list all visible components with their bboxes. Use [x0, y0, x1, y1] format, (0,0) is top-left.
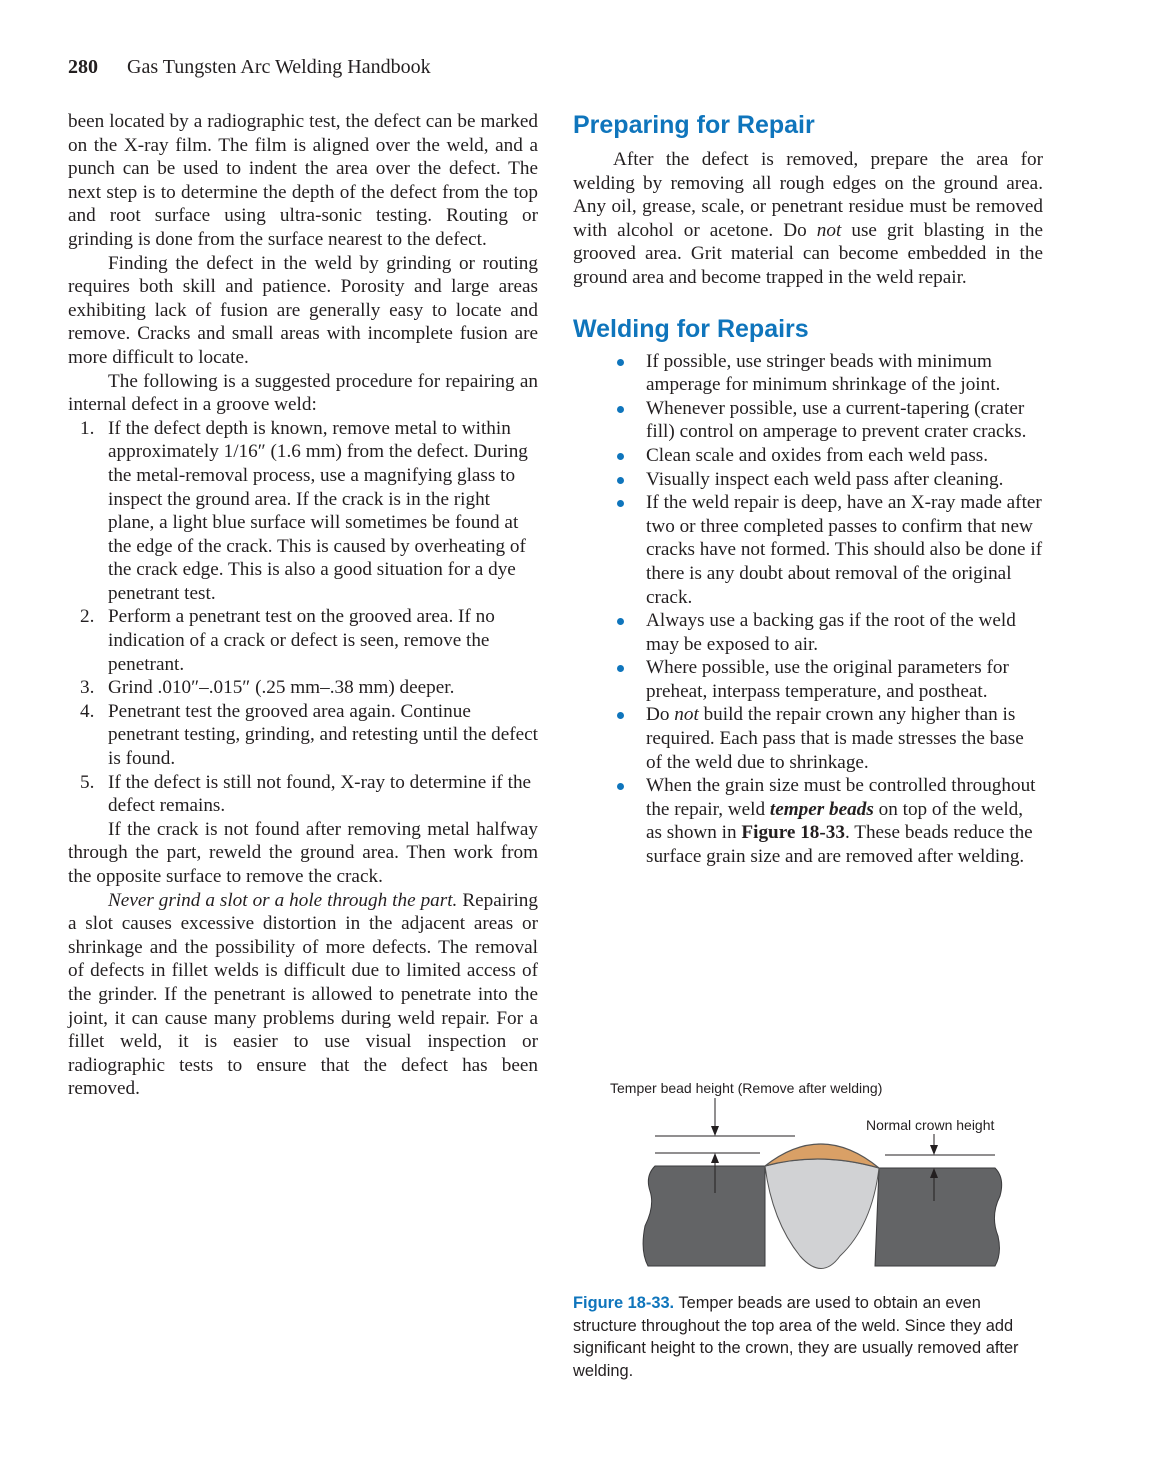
bullet-item	[646, 444, 1043, 468]
paragraph-never-grind	[68, 889, 538, 1101]
bullet-text: Where possible, use the original parameters for preheat, interpass temperature, and postheat.	[646, 657, 1009, 702]
bullet-icon	[617, 406, 624, 413]
bullet-text: Visually inspect each weld pass after cleaning.	[646, 468, 1004, 490]
bullet-icon	[617, 665, 624, 672]
bullet-item	[646, 656, 1043, 703]
procedure-step	[80, 676, 538, 700]
key-term: temper beads	[769, 798, 874, 820]
caption-text: Temper beads are used to obtain an even structure throughout the top area of the weld. Since they add significant height to the crown, they are usually removed after welding.	[573, 1294, 1019, 1380]
step-text: Perform a penetrant test on the grooved area. If no indication of a crack or defect is seen, remove the penetrant.	[108, 606, 495, 675]
bullet-item	[646, 468, 1043, 492]
weld-metal	[765, 1159, 879, 1269]
bullet-item	[646, 350, 1043, 397]
bullet-icon	[617, 618, 624, 625]
book-title: Gas Tungsten Arc Welding Handbook	[127, 56, 431, 78]
page-header	[68, 56, 431, 79]
bullet-icon	[617, 783, 624, 790]
figure-caption	[573, 1292, 1043, 1382]
bullet-item	[646, 703, 1043, 774]
procedure-step	[80, 771, 538, 818]
bullet-item	[646, 491, 1043, 609]
emphasis: not	[816, 219, 842, 241]
procedure-step	[80, 605, 538, 676]
bullet-text: Whenever possible, use a current-tapering (crater fill) control on amperage to prevent crater cracks.	[646, 397, 1027, 443]
step-text: If the defect depth is known, remove metal to within approximately 1/16″ (1.6 mm) from the defect. During the metal-removal process, use a magnifying glass to inspect the ground area. If the crack is in the right plane, a light blue surface will sometimes be found at the edge of the crack. This is caused by overheating of the crack edge. This is also a good situation for a dye penetrant test.	[108, 417, 528, 604]
paragraph-text: Repairing a slot causes excessive distortion in the adjacent areas or shrinkage and the possibility of more defects. The removal of defects in fillet welds is difficult due to limited access of the grinder. If the penetrant is allowed to penetrate into the joint, it can cause many problems during weld repair. For a fillet weld, it is easier to use visual inspection or radiographic tests to ensure that the defect has been removed.	[68, 889, 538, 1100]
arrow-down-icon	[711, 1126, 719, 1136]
figure-number: Figure 18-33.	[573, 1294, 675, 1312]
step-number: 4.	[80, 700, 95, 722]
label-normal-crown-height: Normal crown height	[866, 1117, 995, 1133]
bullet-icon	[617, 500, 624, 507]
paragraph-preparing	[573, 148, 1043, 290]
step-text: If the defect is still not found, X-ray to determine if the defect remains.	[108, 771, 532, 817]
bullet-text: When the grain size must be controlled throughout the repair, weld	[646, 775, 1036, 820]
bullet-text: on top of the weld, as shown in	[646, 798, 1024, 844]
arrow-up-icon	[711, 1153, 719, 1163]
paragraph-radiographic: been located by a radiographic test, the defect can be marked on the X-ray film. The film is aligned over the weld, and a punch can be used to indent the area over the defect. The next step is to determine the depth of the defect from the top and root surface using ultra-sonic testing. Routing or grinding is done from the surface nearest to the defect.	[68, 111, 538, 250]
bullet-icon	[617, 477, 624, 484]
step-text: Grind .010″–.015″ (.25 mm–.38 mm) deeper.	[108, 677, 455, 699]
base-metal-left	[643, 1166, 765, 1266]
paragraph-text: use grit blasting in the grooved area. Grit material can become embedded in the ground area and become trapped in the weld repair.	[573, 219, 1043, 288]
right-column	[573, 110, 1043, 869]
step-number: 3.	[80, 677, 95, 699]
procedure-step	[80, 700, 538, 771]
base-metal-right	[875, 1168, 1002, 1266]
bullet-icon	[617, 712, 624, 719]
bullet-item	[646, 397, 1043, 444]
bullet-item	[646, 609, 1043, 656]
bullet-text: Always use a backing gas if the root of the weld may be exposed to air.	[646, 610, 1016, 655]
figure-temper-beads	[600, 1076, 1020, 1286]
section-heading-preparing: Preparing for Repair	[573, 111, 815, 139]
emphasis: not	[674, 704, 699, 726]
arrow-down-icon	[930, 1145, 938, 1155]
step-number: 5.	[80, 771, 95, 793]
bullet-text: build the repair crown any higher than is required. Each pass that is made stresses the base of the weld due to shrinkage.	[646, 704, 1024, 773]
bullet-item	[646, 774, 1043, 868]
procedure-step	[80, 417, 538, 606]
warning-italic: Never grind a slot or a hole through the part.	[108, 889, 458, 911]
bullet-icon	[617, 453, 624, 460]
bullet-text: Do	[646, 704, 675, 726]
step-number: 1.	[80, 417, 95, 439]
paragraph-finding-defect: Finding the defect in the weld by grinding or routing requires both skill and patience. Porosity and large areas exhibiting lack of fusion are generally easy to locate and remove. Cracks and small areas with incomplete fusion are more difficult to locate.	[68, 252, 538, 368]
weld-diagram	[600, 1076, 1020, 1286]
figure-reference: Figure 18-33	[741, 822, 845, 844]
left-column	[68, 110, 538, 1101]
paragraph-procedure-intro: The following is a suggested procedure for repairing an internal defect in a groove weld:	[68, 370, 538, 416]
bullet-text: If the weld repair is deep, have an X-ray made after two or three completed passes to confirm that new cracks have not formed. This should also be done if there is any doubt about removal of the original crack.	[646, 492, 1043, 608]
bullet-icon	[617, 359, 624, 366]
label-temper-bead-height: Temper bead height (Remove after welding)	[610, 1080, 883, 1096]
paragraph-crack-not-found: If the crack is not found after removing metal halfway through the part, reweld the ground area. Then work from the opposite surface to remove the crack.	[68, 818, 538, 887]
section-heading-welding: Welding for Repairs	[573, 314, 809, 343]
bullet-text: If possible, use stringer beads with minimum amperage for minimum shrinkage of the joint.	[646, 350, 1001, 396]
bullet-text: Clean scale and oxides from each weld pass.	[646, 444, 989, 466]
step-text: Penetrant test the grooved area again. Continue penetrant testing, grinding, and retesting until the defect is found.	[108, 700, 538, 770]
page-number: 280	[68, 56, 98, 78]
paragraph-text: After the defect is removed, prepare the area for welding by removing all rough edges on the ground area. Any oil, grease, scale, or penetrant residue must be removed with alcohol or acetone. Do	[573, 149, 1043, 241]
welding-bullet-list	[573, 350, 1043, 869]
step-number: 2.	[80, 606, 95, 628]
bullet-text: . These beads reduce the surface grain size and are removed after welding.	[646, 822, 1033, 868]
procedure-steps	[68, 417, 538, 818]
